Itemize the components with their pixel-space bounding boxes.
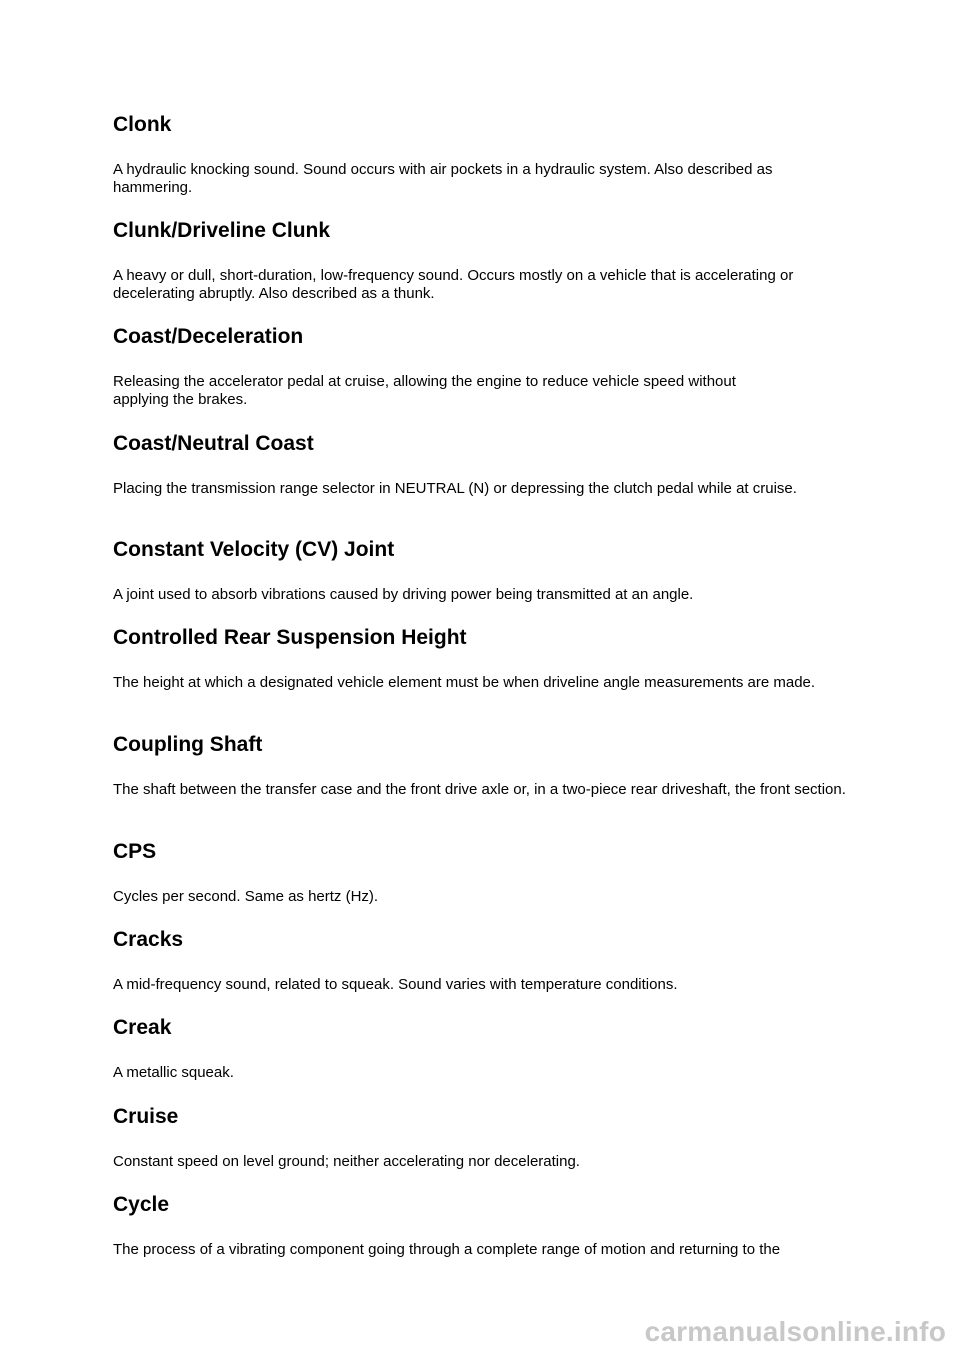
term-definition: A joint used to absorb vibrations caused by driving power being transmitted at an angle. [113, 586, 694, 603]
term-heading: Clonk [113, 113, 172, 136]
glossary-entry-cycle [113, 1192, 853, 1258]
term-definition: The process of a vibrating component going through a complete range of motion and returning to the [113, 1241, 781, 1258]
term-definition: The shaft between the transfer case and the front drive axle or, in a two-piece rear driveshaft, the front section. [113, 781, 846, 798]
glossary-entry-coast-deceleration [113, 324, 853, 408]
term-definition: A mid-frequency sound, related to squeak. Sound varies with temperature conditions. [113, 976, 678, 993]
term-heading: Constant Velocity (CV) Joint [113, 538, 395, 561]
term-heading: Coupling Shaft [113, 733, 263, 756]
term-heading: CPS [113, 840, 157, 863]
term-definition: The height at which a designated vehicle element must be when driveline angle measurements are made. [113, 674, 816, 691]
term-definition: A heavy or dull, short-duration, low-frequency sound. Occurs mostly on a vehicle that is accelerating or decelerating abruptly. Also described as a thunk. [113, 267, 794, 302]
glossary-entry-coast-neutral [113, 431, 853, 497]
term-heading: Cruise [113, 1105, 179, 1128]
glossary-entry-clunk [113, 218, 853, 302]
glossary-entry-cracks [113, 927, 853, 993]
term-definition: Placing the transmission range selector in NEUTRAL (N) or depressing the clutch pedal while at cruise. [113, 480, 797, 497]
site-watermark: carmanualsonline.info [644, 1316, 946, 1347]
term-definition: A hydraulic knocking sound. Sound occurs with air pockets in a hydraulic system. Also described as hammering. [113, 161, 773, 196]
term-heading: Creak [113, 1016, 172, 1039]
glossary-entry-rear-suspension-height [113, 625, 853, 691]
glossary-entry-creak [113, 1015, 853, 1081]
term-definition: Constant speed on level ground; neither accelerating nor decelerating. [113, 1153, 580, 1170]
term-heading: Coast/Neutral Coast [113, 432, 314, 455]
term-heading: Cracks [113, 928, 184, 951]
term-definition: A metallic squeak. [113, 1064, 234, 1081]
term-heading: Controlled Rear Suspension Height [113, 626, 467, 649]
term-heading: Clunk/Driveline Clunk [113, 219, 331, 242]
term-definition: Releasing the accelerator pedal at cruise, allowing the engine to reduce vehicle speed without applying the brakes. [113, 373, 736, 408]
term-heading: Cycle [113, 1193, 170, 1216]
term-heading: Coast/Deceleration [113, 325, 304, 348]
glossary-entry-cps [113, 839, 853, 905]
glossary-entry-clonk [113, 112, 853, 196]
glossary-entry-cruise [113, 1104, 853, 1170]
glossary-entry-coupling-shaft [113, 732, 853, 798]
glossary-entry-cv-joint [113, 537, 853, 603]
term-definition: Cycles per second. Same as hertz (Hz). [113, 888, 379, 905]
